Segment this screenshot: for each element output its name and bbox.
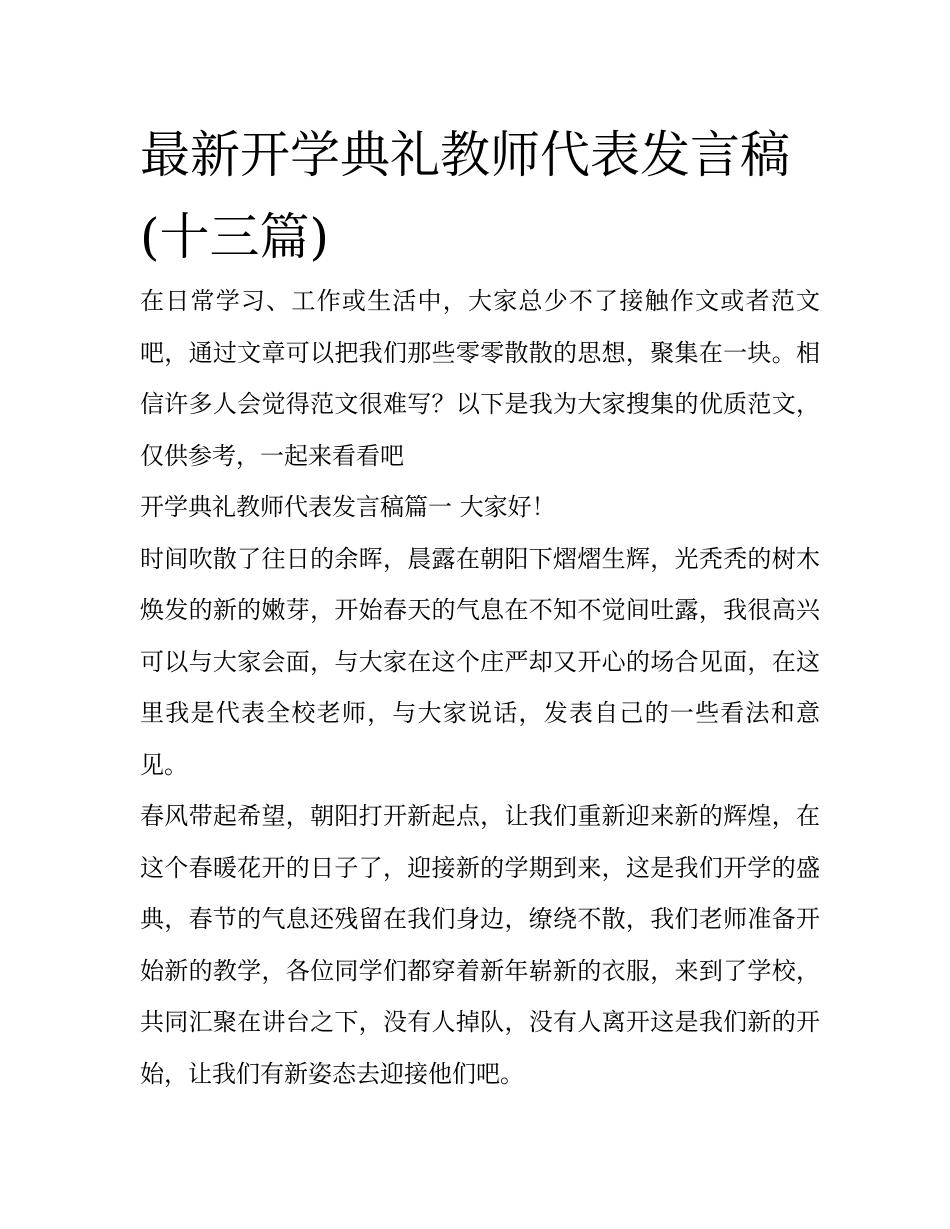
- document-title: 最新开学典礼教师代表发言稿(十三篇): [140, 126, 790, 266]
- body-paragraph: 春风带起希望，朝阳打开新起点，让我们重新迎来新的辉煌，在这个春暖花开的日子了，迎接新的学期到来，这是我们开学的盛典，春节的气息还残留在我们身边，缭绕不散，我们老师准备开始新的教学，各位同学们都穿着新年崭新的衣服，来到了学校，共同汇聚在讲台之下，没有人掉队，没有人离开这是我们新的开始，让我们有新姿态去迎接他们吧。: [140, 802, 820, 1088]
- document-body: [140, 276, 820, 1100]
- body-paragraph: 时间吹散了往日的余晖，晨露在朝阳下熠熠生辉，光秃秃的树木焕发的新的嫩芽，开始春天的气息在不知不觉间吐露，我很高兴可以与大家会面，与大家在这个庄严却又开心的场合见面，在这里我是代表全校老师，与大家说话，发表自己的一些看法和意见。: [140, 544, 820, 779]
- section-heading-paragraph: 开学典礼教师代表发言稿篇一 大家好！: [140, 493, 556, 521]
- intro-paragraph: 在日常学习、工作或生活中，大家总少不了接触作文或者范文吧，通过文章可以把我们那些零零散散的思想，聚集在一块。相信许多人会觉得范文很难写？以下是我为大家搜集的优质范文，仅供参考，一起来看看吧: [140, 287, 820, 470]
